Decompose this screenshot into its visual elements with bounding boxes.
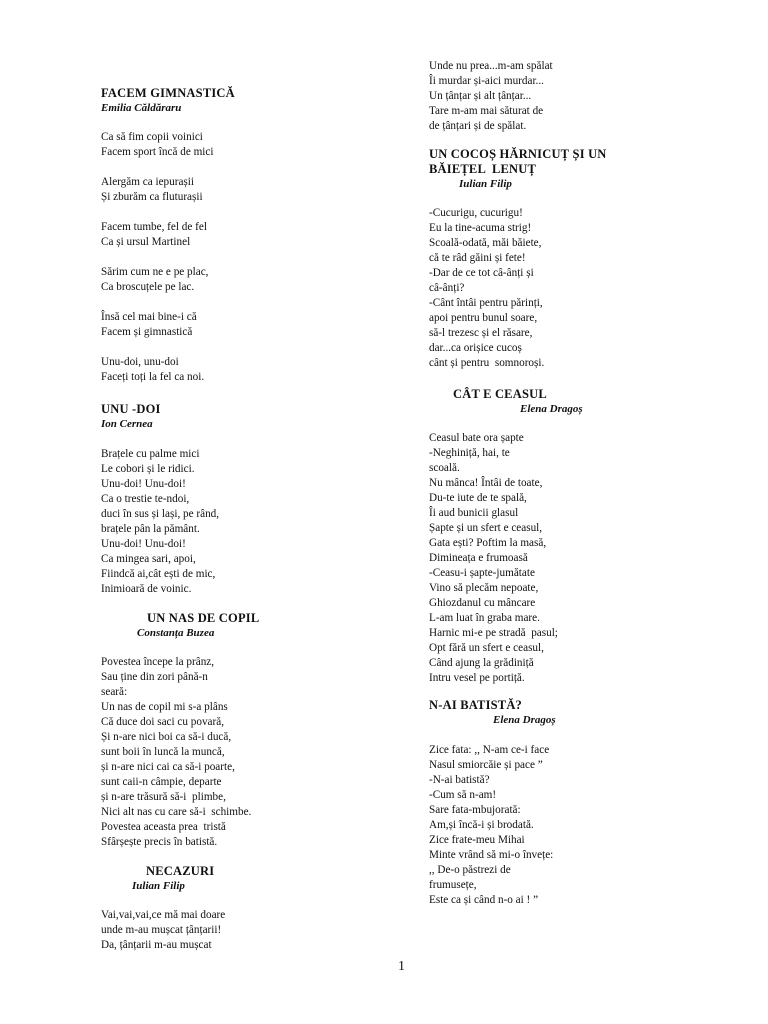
poem-line: Da, țânțarii m-au mușcat [101, 939, 212, 951]
poem-line: Și zburăm ca fluturașii [101, 191, 203, 203]
poem-line: Minte vrând să mi-o învețe: [429, 849, 554, 861]
poem-line: Inimioară de voinic. [101, 583, 192, 595]
poem-author: Constanța Buzea [137, 627, 215, 639]
poem-line: Nasul smiorcăie și pace ” [429, 759, 543, 771]
poem-line: Ceasul bate ora șapte [429, 432, 524, 444]
poem-title: UNU -DOI [101, 402, 161, 416]
poem-line [101, 250, 235, 265]
poem-body [101, 447, 219, 597]
poem-line: Povestea începe la prânz, [101, 656, 215, 668]
poem-line: -Neghiniță, hai, te [429, 447, 510, 459]
poem-title: FACEM GIMNASTICĂ [101, 86, 235, 100]
poem-necazuri [101, 864, 401, 953]
poem-line: Facem și gimnastică [101, 326, 193, 338]
poem-title: CÂT E CEASUL [453, 387, 547, 401]
poem-body [429, 59, 553, 134]
poem-line: Ca o trestie te-ndoi, [101, 493, 190, 505]
poem-line [101, 205, 235, 220]
poem-line: -Ceasu-i șapte-jumătate [429, 567, 535, 579]
poem-facem-gimnastica [101, 86, 235, 385]
poem-line: duci în sus și lași, pe rând, [101, 508, 220, 520]
poem-line: -Cum să n-am! [429, 789, 497, 801]
poem-author: Emilia Căldăraru [101, 102, 182, 114]
poem-body [101, 655, 401, 850]
poem-line: cânt și pentru somnoroși. [429, 357, 545, 369]
poem-line: Unu-doi, unu-doi [101, 356, 179, 368]
poem-line: Dimineața e frumoasă [429, 552, 528, 564]
poem-line: Vai,vai,vai,ce mă mai doare [101, 909, 226, 921]
poem-line: Îi aud bunicii glasul [429, 507, 519, 519]
poem-line: Îi murdar și-aici murdar... [429, 75, 544, 87]
poem-line: sunt caii-n câmpie, departe [101, 776, 222, 788]
poem-n-ai-batista [429, 698, 749, 908]
poem-line: Eu la tine-acuma strig! [429, 222, 532, 234]
poem-line: Unu-doi! Unu-doi! [101, 478, 186, 490]
poem-line: Facem tumbe, fel de fel [101, 221, 207, 233]
poem-line: și n-are nici cai ca să-i poarte, [101, 761, 235, 773]
poem-line: sunt boii în luncă la muncă, [101, 746, 225, 758]
poem-line: Opt fără un sfert e ceasul, [429, 642, 544, 654]
poem-line: Că duce doi saci cu povară, [101, 716, 225, 728]
poem-line: Harnic mi-e pe stradă pasul; [429, 627, 558, 639]
poem-line: brațele pân la pământ. [101, 523, 200, 535]
poem-author: Elena Dragoș [493, 714, 556, 726]
poem-line: seară: [101, 686, 128, 698]
poem-line: Este ca și când n-o ai ! ” [429, 894, 539, 906]
poem-un-nas-de-copil [101, 611, 401, 850]
poem-author: Iulian Filip [459, 178, 512, 190]
poem-un-cocos-harnicut [429, 147, 749, 371]
poem-line: -Dar de ce tot câ-ânți și [429, 267, 534, 279]
poem-line: de țânțari și de spălat. [429, 120, 527, 132]
poem-title: UN COCOȘ HĂRNICUȚ ȘI UN BĂIEȚEL LENUȚ [429, 147, 607, 176]
poem-title: NECAZURI [146, 864, 215, 878]
poem-line: Zice frate-meu Mihai [429, 834, 525, 846]
poem-line: Când ajung la grădiniță [429, 657, 534, 669]
poem-line: Sărim cum ne e pe plac, [101, 266, 209, 278]
poem-line: Unde nu prea...m-am spălat [429, 60, 553, 72]
poem-line: Zice fata: ,, N-am ce-i face [429, 744, 550, 756]
poem-line: apoi pentru bunul soare, [429, 312, 538, 324]
page-number: 1 [398, 959, 405, 974]
poem-line: Scoală-odată, măi băiete, [429, 237, 542, 249]
poem-line: Sfârșește precis în batistă. [101, 836, 218, 848]
poem-line: Brațele cu palme mici [101, 448, 200, 460]
poem-author: Iulian Filip [132, 880, 185, 892]
poem-body [429, 743, 749, 908]
poem-line: Ca și ursul Martinel [101, 236, 191, 248]
poem-line: Le cobori și le ridici. [101, 463, 195, 475]
poem-line [101, 295, 235, 310]
poem-author: Ion Cernea [101, 418, 153, 430]
poem-author: Elena Dragoș [520, 403, 583, 415]
poem-line: că te râd găini și fete! [429, 252, 526, 264]
poem-line: Ca broscuțele pe lac. [101, 281, 195, 293]
poem-line: Un nas de copil mi s-a plâns [101, 701, 228, 713]
poem-line: -N-ai batistă? [429, 774, 490, 786]
poem-unu-doi [101, 402, 219, 597]
poem-line: dar...ca orișice cucoș [429, 342, 522, 354]
poem-line: ,, De-o păstrezi de [429, 864, 511, 876]
poem-line: Șapte și un sfert e ceasul, [429, 522, 543, 534]
poem-line: să-l trezesc și el răsare, [429, 327, 533, 339]
poem-line: Gata ești? Poftim la masă, [429, 537, 547, 549]
poem-line [101, 340, 235, 355]
poem-body [101, 908, 401, 953]
poem-line: Nici alt nas cu care să-i schimbe. [101, 806, 252, 818]
poem-line: unde m-au mușcat țânțarii! [101, 924, 222, 936]
poem-line: Povestea aceasta prea tristă [101, 821, 226, 833]
poem-line: Intru vesel pe portiță. [429, 672, 525, 684]
poem-line: Fiindcă ai,cât ești de mic, [101, 568, 216, 580]
poem-line: Un țânțar și alt țânțar... [429, 90, 532, 102]
poem-line: Unu-doi! Unu-doi! [101, 538, 186, 550]
poem-body [101, 130, 235, 385]
poem-line: scoală. [429, 462, 460, 474]
poem-line: și n-are trăsură să-i plimbe, [101, 791, 226, 803]
poem-body [429, 206, 749, 371]
poem-line: Și n-are nici boi ca să-i ducă, [101, 731, 232, 743]
poem-line: L-am luat în graba mare. [429, 612, 540, 624]
poem-line: Ca să fim copii voinici [101, 131, 203, 143]
poem-line: Am,și încă-i și brodată. [429, 819, 534, 831]
poem-necazuri-continued [429, 59, 553, 134]
poem-line: Vino să plecăm nepoate, [429, 582, 539, 594]
poem-line: Ca mingea sari, apoi, [101, 553, 196, 565]
poem-line: Sare fata-mbujorată: [429, 804, 521, 816]
poem-line: frumusețe, [429, 879, 477, 891]
poem-line: Faceți toți la fel ca noi. [101, 371, 205, 383]
poem-cat-e-ceasul [429, 387, 749, 686]
poem-line: Facem sport încă de mici [101, 146, 214, 158]
poem-line [101, 160, 235, 175]
poem-line: -Cucurigu, cucurigu! [429, 207, 523, 219]
poem-line: Tare m-am mai săturat de [429, 105, 544, 117]
poem-title: UN NAS DE COPIL [147, 611, 260, 625]
poem-line: Sau ține din zori până-n [101, 671, 208, 683]
poem-line: Însă cel mai bine-i că [101, 311, 197, 323]
poem-line: Nu mânca! Întâi de toate, [429, 477, 543, 489]
poem-body [429, 431, 749, 686]
poem-line: -Cânt întâi pentru părinți, [429, 297, 543, 309]
poem-line: câ-ânți? [429, 282, 465, 294]
poem-line: Ghiozdanul cu mâncare [429, 597, 536, 609]
poem-line: Alergăm ca iepurașii [101, 176, 194, 188]
poem-line: Du-te iute de te spală, [429, 492, 527, 504]
poem-title: N-AI BATISTĂ? [429, 698, 523, 712]
